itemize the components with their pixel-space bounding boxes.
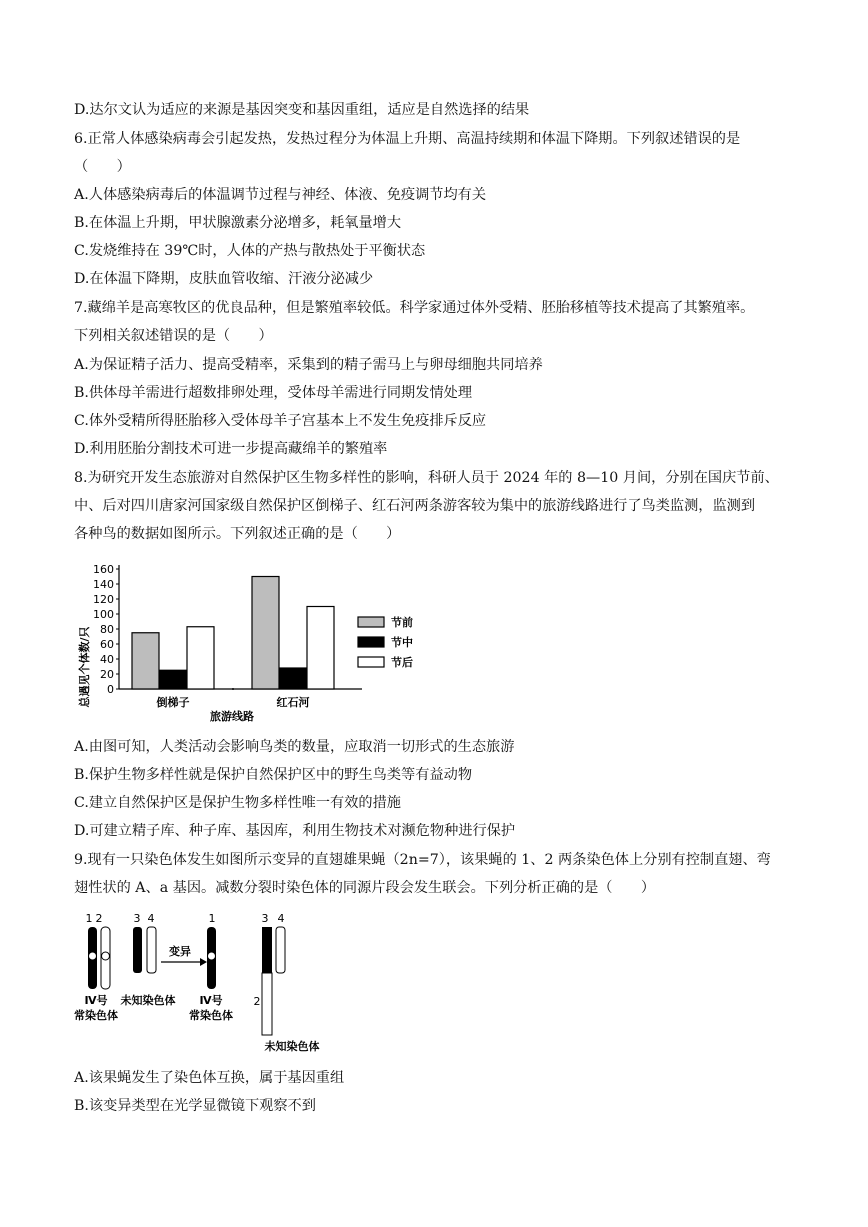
- bar-节中-倒梯子: [160, 670, 187, 689]
- q6-stem-bracket: （ ）: [74, 159, 131, 175]
- q7-option-a: A.为保证精子活力、提高受精率，采集到的精子需马上与卵母细胞共同培养: [74, 357, 543, 373]
- q7-stem: 7.藏绵羊是高寒牧区的优良品种，但是繁殖率较低。科学家通过体外受精、胚胎移植等技术提高了其繁殖率。: [74, 300, 755, 316]
- q5-option-d: D.达尔文认为适应的来源是基因突变和基因重组，适应是自然选择的结果: [74, 102, 530, 118]
- q8-stem-2: 中、后对四川唐家河国家级自然保护区倒梯子、红石河两条游客较为集中的旅游线路进行了鸟类监测，监测到: [74, 498, 756, 514]
- y-tick-label: 80: [100, 623, 114, 636]
- legend-swatch-节前: [358, 617, 384, 627]
- chr-iv-label-after-2: 常染色体: [189, 1009, 233, 1022]
- arrow-head-icon: [200, 958, 207, 966]
- bar-节中-红石河: [280, 668, 307, 689]
- chromosome-3-after-black: [262, 927, 272, 973]
- x-axis-mid-mark: [232, 688, 234, 690]
- q7-option-c: C.体外受精所得胚胎移入受体母羊子宫基本上不发生免疫排斥反应: [74, 413, 487, 429]
- bar-节后-红石河: [307, 607, 334, 690]
- centromere-2-before: [102, 952, 110, 960]
- label-1-before: 1: [85, 912, 93, 925]
- q6-option-d: D.在体温下降期，皮肤血管收缩、汗液分泌减少: [74, 271, 374, 287]
- q9-option-b: B.该变异类型在光学显微镜下观察不到: [74, 1098, 316, 1114]
- y-tick-label: 160: [93, 563, 114, 576]
- legend-swatch-节后: [358, 657, 384, 667]
- y-tick-label: 20: [100, 668, 114, 681]
- q8-option-c: C.建立自然保护区是保护生物多样性唯一有效的措施: [74, 795, 401, 811]
- chromosome-variation-diagram: [74, 910, 374, 1055]
- y-tick-label: 40: [100, 653, 114, 666]
- label-4-before: 4: [147, 912, 155, 925]
- y-tick-label: 100: [93, 608, 114, 621]
- chart-x-tick-labels: [157, 688, 310, 709]
- y-tick-label: 140: [93, 578, 114, 591]
- q9-stem: 9.现有一只染色体发生如图所示变异的直翅雄果蝇（2n=7），该果蝇的 1、2 两条染色体上分别有控制直翅、弯: [74, 852, 771, 868]
- q6-stem: 6.正常人体感染病毒会引起发热，发热过程分为体温上升期、高温持续期和体温下降期。下列叙述错误的是: [74, 131, 741, 147]
- q6-option-a: A.人体感染病毒后的体温调节过程与神经、体液、免疫调节均有关: [74, 187, 487, 203]
- chromosome-3-before: [133, 927, 142, 973]
- x-tick-label: 倒梯子: [156, 696, 190, 709]
- chart-y-axis-label: 总遇见个体数/只: [78, 626, 91, 708]
- legend-label: 节前: [391, 616, 413, 629]
- q8-option-b: B.保护生物多样性就是保护自然保护区中的野生鸟类等有益动物: [74, 767, 473, 783]
- q7-option-b: B.供体母羊需进行超数排卵处理，受体母羊需进行同期发情处理: [74, 385, 473, 401]
- q7-option-d: D.利用胚胎分割技术可进一步提高藏绵羊的繁殖率: [74, 441, 388, 457]
- chart-bars: [132, 577, 334, 690]
- x-tick-label: 红石河: [276, 696, 310, 709]
- chromosome-3-after-white: [262, 973, 272, 1035]
- label-2-after: 2: [253, 995, 261, 1008]
- chart-legend: [358, 615, 413, 669]
- unknown-chr-label-after: 未知染色体: [264, 1040, 320, 1053]
- chr-iv-label-after: Ⅳ号: [199, 994, 223, 1007]
- legend-label: 节后: [391, 656, 413, 669]
- chr-iv-label-before: Ⅳ号: [84, 994, 108, 1007]
- variation-arrow-label: 变异: [169, 945, 191, 958]
- centromere-1-before: [89, 952, 97, 960]
- label-4-after: 4: [277, 912, 285, 925]
- label-1-after: 1: [208, 912, 216, 925]
- y-tick-label: 60: [100, 638, 114, 651]
- bar-节后-倒梯子: [187, 627, 214, 689]
- q8-stem-3: 各种鸟的数据如图所示。下列叙述正确的是（ ）: [74, 526, 401, 542]
- q8-option-d: D.可建立精子库、种子库、基因库，利用生物技术对濒危物种进行保护: [74, 823, 516, 839]
- q6-option-c: C.发烧维持在 39℃时，人体的产热与散热处于平衡状态: [74, 243, 426, 259]
- bird-count-bar-chart: [74, 555, 434, 725]
- centromere-1-after: [208, 952, 216, 960]
- q9-stem-2: 翅性状的 A、a 基因。减数分裂时染色体的同源片段会发生联会。下列分析正确的是（ ）: [74, 880, 656, 896]
- bar-节前-倒梯子: [132, 633, 159, 689]
- bar-节前-红石河: [252, 577, 279, 690]
- q7-stem-2: 下列相关叙述错误的是（ ）: [74, 328, 273, 344]
- label-2-before: 2: [95, 912, 103, 925]
- q9-option-a: A.该果蝇发生了染色体互换，属于基因重组: [74, 1070, 345, 1086]
- y-tick-label: 120: [93, 593, 114, 606]
- unknown-chr-label-before: 未知染色体: [120, 994, 176, 1007]
- q8-option-a: A.由图可知，人类活动会影响鸟类的数量，应取消一切形式的生态旅游: [74, 739, 515, 755]
- label-3-before: 3: [133, 912, 141, 925]
- legend-swatch-节中: [358, 637, 384, 647]
- label-3-after: 3: [261, 912, 269, 925]
- chart-x-axis-label: 旅游线路: [210, 710, 254, 723]
- chr-iv-label-before-2: 常染色体: [74, 1009, 118, 1022]
- q6-option-b: B.在体温上升期，甲状腺激素分泌增多，耗氧量增大: [74, 215, 402, 231]
- q8-stem: 8.为研究开发生态旅游对自然保护区生物多样性的影响，科研人员于 2024 年的 8—10 月间，分别在国庆节前、: [74, 470, 779, 486]
- legend-label: 节中: [391, 636, 413, 649]
- chromosome-4-before: [147, 927, 156, 973]
- y-tick-label: 0: [107, 683, 114, 696]
- chromosome-4-after: [276, 927, 285, 973]
